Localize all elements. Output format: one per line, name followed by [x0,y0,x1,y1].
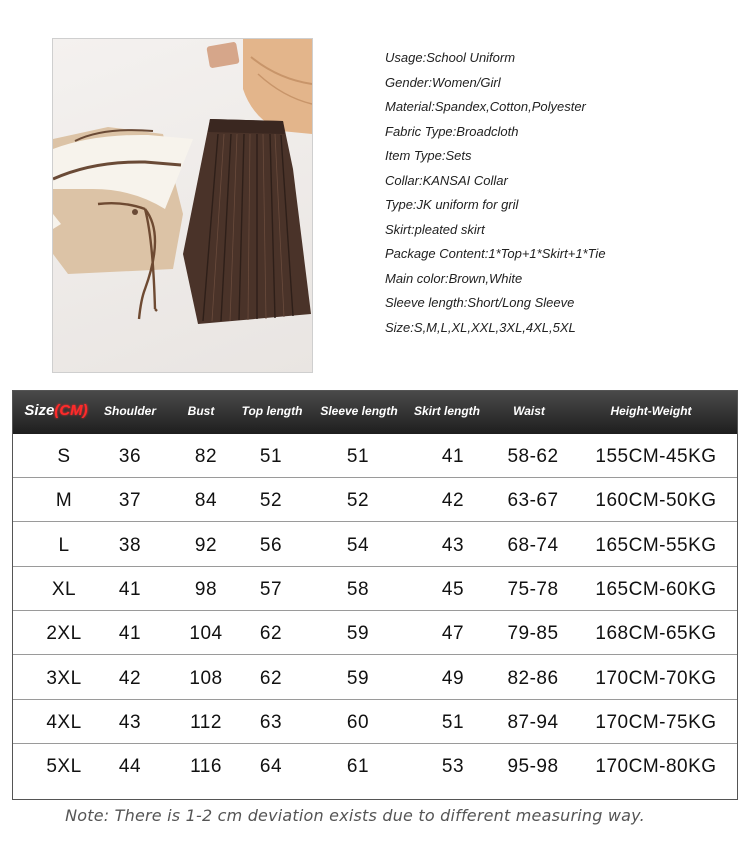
table-row [13,700,737,744]
cell-sleeve-length: 59 [346,623,370,645]
pleated-skirt [183,119,311,324]
cell-bust: 92 [194,534,218,556]
cell-waist: 75-78 [507,578,559,600]
cell-bust: 116 [190,756,222,778]
cell-sleeve-length: 52 [346,490,370,512]
cell-size: S [57,446,71,467]
spec-item-type: Item Type:Sets [385,148,472,163]
table-row [13,744,737,788]
uniform-illustration [53,39,312,372]
spec-usage: Usage:School Uniform [385,50,516,65]
cell-size: XL [51,578,77,600]
table-row [13,478,737,522]
cell-height-weight: 165CM-60KG [595,578,717,600]
table-row [13,567,737,611]
cell-bust: 112 [190,711,222,733]
cell-top-length: 57 [259,578,283,600]
table-row [13,523,737,567]
cell-top-length: 62 [259,623,283,645]
cell-skirt-length: 43 [441,534,465,556]
cell-top-length: 52 [259,490,283,512]
cell-skirt-length: 47 [441,623,465,645]
cell-height-weight: 155CM-45KG [595,446,717,467]
header-height-weight: Height-Weight [610,404,692,418]
cell-skirt-length: 42 [441,490,465,512]
header-size-unit: (CM) [54,402,88,419]
cell-height-weight: 160CM-50KG [595,490,717,512]
cell-bust: 104 [189,623,223,645]
header-size-label: Size [24,402,55,419]
cell-bust: 84 [194,490,218,512]
cell-sleeve-length: 51 [346,446,370,467]
cell-skirt-length: 49 [441,667,465,689]
spec-sleeve-length: Sleeve length:Short/Long Sleeve [385,295,575,310]
cell-size: L [58,534,70,556]
cell-sleeve-length: 58 [346,578,370,600]
spec-size: Size:S,M,L,XL,XXL,3XL,4XL,5XL [385,319,576,335]
spec-collar: Collar:KANSAI Collar [385,172,508,188]
spec-package-content: Package Content:1*Top+1*Skirt+1*Tie [385,246,606,261]
header-shoulder: Shoulder [103,404,157,418]
cell-top-length: 64 [259,756,283,778]
cell-height-weight: 168CM-65KG [595,623,717,645]
cell-shoulder: 36 [118,446,142,467]
spec-skirt: Skirt:pleated skirt [385,221,485,237]
spec-main-color: Main color:Brown,White [385,270,523,286]
cell-waist: 95-98 [507,756,559,778]
cell-top-length: 56 [259,534,283,556]
cell-waist: 58-62 [507,446,559,467]
cell-waist: 87-94 [507,711,559,733]
cell-height-weight: 170CM-80KG [595,756,717,778]
header-size [24,391,87,434]
table-row [13,611,737,655]
cell-bust: 98 [194,578,218,600]
table-row [13,434,737,478]
cell-sleeve-length: 60 [346,711,370,733]
measurement-note: Note: There is 1-2 cm deviation exists due to different measuring way. [65,806,645,825]
size-chart-table [12,390,738,800]
cell-waist: 63-67 [507,490,559,512]
cell-height-weight: 170CM-75KG [595,711,717,733]
cell-skirt-length: 53 [441,756,465,778]
table-row [13,656,737,700]
cell-size: 2XL [46,623,82,645]
cell-shoulder: 38 [118,534,142,556]
cell-size: 4XL [46,711,82,733]
cell-sleeve-length: 59 [346,667,370,689]
spec-gender: Gender:Women/Girl [385,74,501,90]
table-header [13,391,737,434]
header-waist: Waist [513,404,545,418]
spec-fabric-type: Fabric Type:Broadcloth [385,123,519,139]
cell-shoulder: 41 [118,623,142,645]
cell-skirt-length: 45 [441,578,465,600]
header-skirt-length: Skirt length [413,404,481,418]
cell-waist: 79-85 [507,623,559,645]
cell-shoulder: 43 [118,711,142,733]
cell-shoulder: 37 [118,490,142,512]
cell-top-length: 62 [259,667,283,689]
header-bust: Bust [187,404,215,418]
spec-type: Type:JK uniform for gril [385,197,519,212]
cell-bust: 108 [189,667,223,689]
cell-bust: 82 [194,446,218,467]
product-specs [385,48,735,342]
cell-height-weight: 165CM-55KG [595,534,717,556]
cell-shoulder: 44 [118,756,142,778]
cell-top-length: 51 [259,446,283,467]
cell-size: M [55,490,73,512]
cell-skirt-length: 41 [441,446,465,467]
spec-material: Material:Spandex,Cotton,Polyester [385,99,586,114]
cell-skirt-length: 51 [441,711,465,733]
cell-shoulder: 41 [118,578,142,600]
cell-size: 3XL [46,667,82,689]
cell-sleeve-length: 61 [346,756,370,778]
cell-waist: 68-74 [507,534,559,556]
cell-size: 5XL [46,756,82,778]
cell-sleeve-length: 54 [346,534,370,556]
cell-shoulder: 42 [118,667,142,689]
header-top-length: Top length [241,404,303,418]
cell-top-length: 63 [259,711,283,733]
cell-waist: 82-86 [507,667,559,689]
header-sleeve-length: Sleeve length [320,404,398,418]
product-photo [52,38,313,373]
sailor-top [53,127,193,274]
cell-height-weight: 170CM-70KG [595,667,717,689]
